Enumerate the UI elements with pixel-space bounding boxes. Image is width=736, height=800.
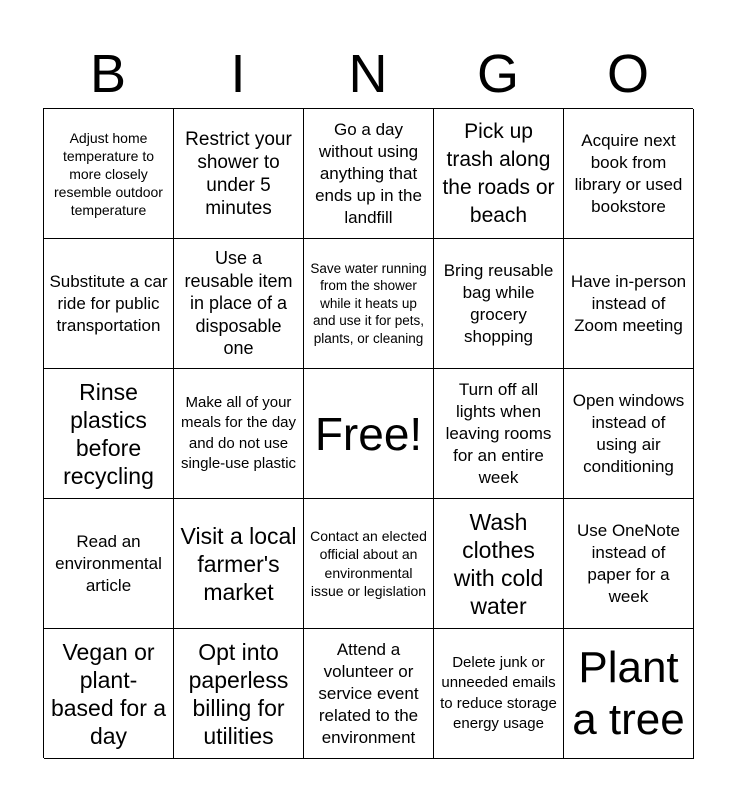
cell-text: Restrict your shower to under 5 minutes: [185, 128, 292, 219]
cell-text: Substitute a car ride for public transportation: [49, 271, 168, 335]
cell-text: Bring reusable bag while grocery shopping: [443, 260, 554, 346]
bingo-cell-b5[interactable]: [44, 629, 174, 759]
cell-text: Vegan or plant-based for a day: [50, 638, 167, 749]
cell-text: Wash clothes with cold water: [453, 508, 544, 619]
bingo-cell-n5[interactable]: [304, 629, 434, 759]
bingo-cell-n2[interactable]: [304, 239, 434, 369]
cell-text: Read an environmental article: [55, 531, 162, 595]
bingo-cell-o1[interactable]: [564, 109, 694, 239]
bingo-header: [43, 40, 693, 108]
cell-text: Contact an elected official about an environmental issue or legislation: [310, 527, 427, 599]
cell-text: Make all of your meals for the day and do not use single-use plastic: [180, 393, 297, 472]
header-letter-o: O: [606, 44, 649, 104]
bingo-cell-i2[interactable]: [174, 239, 304, 369]
cell-text: Use a reusable item in place of a disposable one: [184, 248, 293, 359]
cell-text: Save water running from the shower while it heats up and use it for pets, plants, or cleaning: [310, 260, 427, 346]
bingo-cell-o3[interactable]: [564, 369, 694, 499]
bingo-cell-b3[interactable]: [44, 369, 174, 499]
bingo-cell-g5[interactable]: [434, 629, 564, 759]
bingo-cell-n3-free[interactable]: [304, 369, 434, 499]
bingo-grid: [43, 108, 693, 758]
bingo-cell-g4[interactable]: [434, 499, 564, 629]
cell-text: Turn off all lights when leaving rooms for an entire week: [445, 379, 552, 487]
header-letter-g: G: [476, 44, 519, 104]
cell-text: Plant a tree: [572, 642, 685, 744]
cell-text: Have in-person instead of Zoom meeting: [570, 271, 687, 335]
header-letter-n: N: [348, 44, 388, 104]
cell-text: Open windows instead of using air conditioning: [572, 390, 685, 476]
bingo-cell-i5[interactable]: [174, 629, 304, 759]
cell-text: Attend a volunteer or service event related to the environment: [318, 639, 419, 747]
bingo-cell-o4[interactable]: [564, 499, 694, 629]
bingo-cell-g1[interactable]: [434, 109, 564, 239]
bingo-cell-b4[interactable]: [44, 499, 174, 629]
cell-text: Opt into paperless billing for utilities: [188, 638, 289, 749]
cell-text: Rinse plastics before recycling: [63, 378, 154, 489]
bingo-cell-g3[interactable]: [434, 369, 564, 499]
cell-text: Use OneNote instead of paper for a week: [577, 520, 680, 606]
bingo-cell-b2[interactable]: [44, 239, 174, 369]
bingo-cell-o5[interactable]: [564, 629, 694, 759]
cell-text: Acquire next book from library or used bookstore: [574, 130, 683, 216]
cell-text: Delete junk or unneeded emails to reduce storage energy usage: [440, 653, 557, 732]
bingo-cell-i4[interactable]: [174, 499, 304, 629]
bingo-cell-b1[interactable]: [44, 109, 174, 239]
bingo-cell-n4[interactable]: [304, 499, 434, 629]
bingo-cell-g2[interactable]: [434, 239, 564, 369]
bingo-cell-i1[interactable]: [174, 109, 304, 239]
header-letter-i: I: [230, 44, 246, 104]
cell-text: Pick up trash along the roads or beach: [442, 119, 555, 227]
cell-text: Go a day without using anything that ends up in the landfill: [315, 119, 422, 227]
bingo-cell-n1[interactable]: [304, 109, 434, 239]
bingo-cell-i3[interactable]: [174, 369, 304, 499]
cell-text: Adjust home temperature to more closely resemble outdoor temperature: [54, 129, 163, 218]
header-letter-b: B: [89, 44, 127, 104]
cell-text: Visit a local farmer's market: [180, 522, 297, 605]
bingo-cell-o2[interactable]: [564, 239, 694, 369]
free-space-label: Free!: [314, 407, 423, 460]
